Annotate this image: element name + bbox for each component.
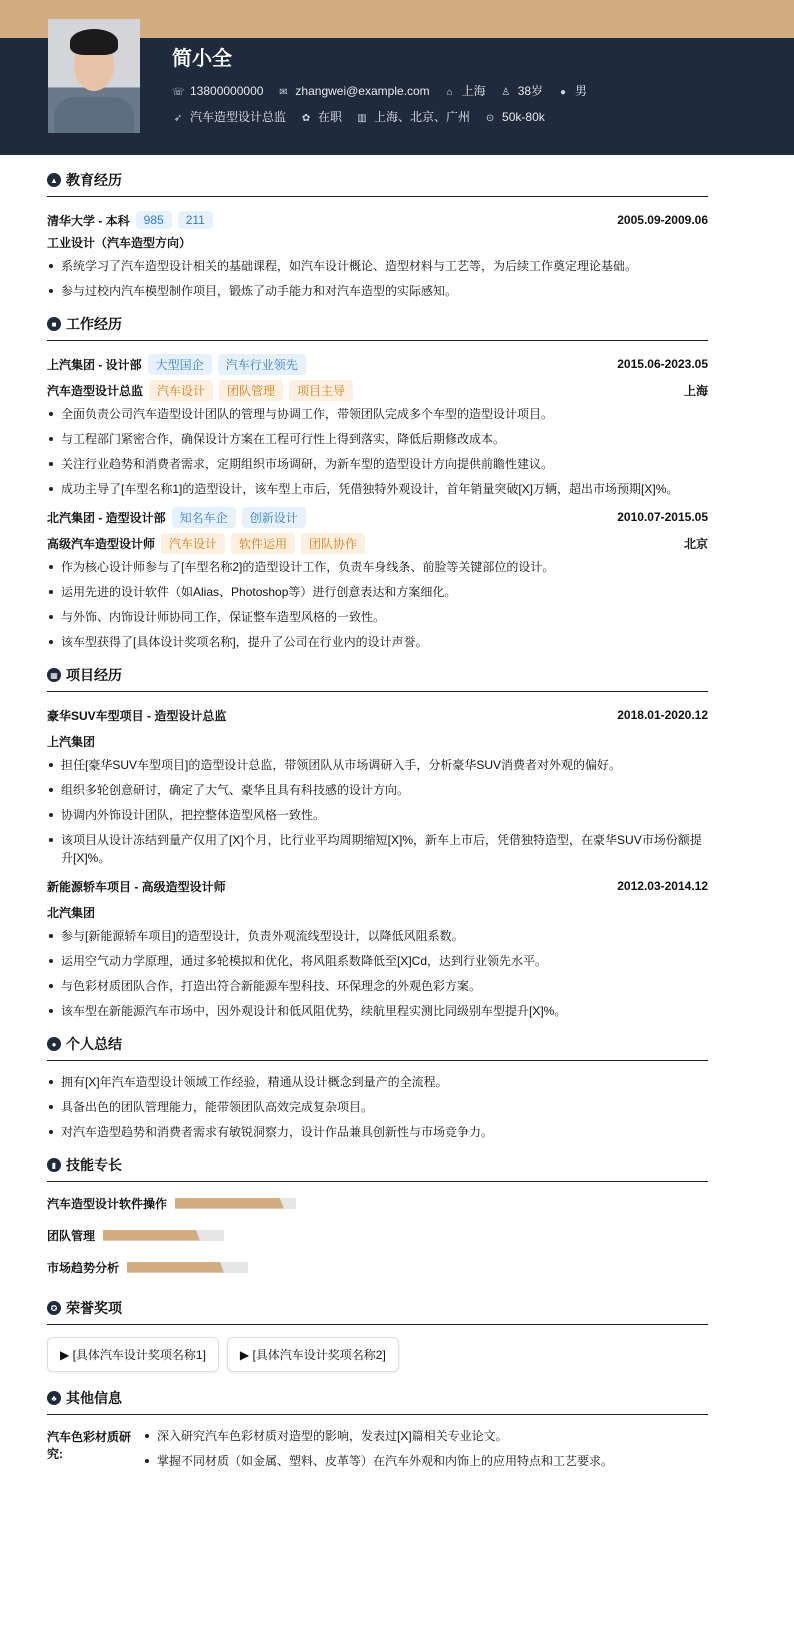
other-key: 汽车色彩材质研究: xyxy=(47,1430,132,1461)
tag: 985 xyxy=(136,211,172,229)
education-section xyxy=(47,170,708,300)
job-city: 上海 xyxy=(683,383,708,398)
school: 清华大学 - 本科 xyxy=(47,213,130,228)
skill-bar xyxy=(103,1230,224,1241)
profile-photo xyxy=(48,19,140,133)
list-item: 对汽车造型趋势和消费者需求有敏锐洞察力，设计作品兼具创新性与市场竞争力。 xyxy=(47,1123,708,1141)
awards-section xyxy=(47,1298,708,1372)
building-icon: ▥ xyxy=(357,113,367,124)
tag: 汽车设计 xyxy=(149,380,213,401)
section-title: 荣誉奖项 xyxy=(66,1300,122,1316)
skill-bar-fill xyxy=(103,1230,200,1241)
project-entry xyxy=(47,704,708,867)
project-org: 上汽集团 xyxy=(47,734,96,749)
company: 上汽集团 - 设计部 xyxy=(47,357,142,372)
list-item: 掌握不同材质（如金属、塑料、皮革等）在汽车外观和内饰上的应用特点和工艺要求。 xyxy=(143,1452,708,1470)
list-item: 系统学习了汽车造型设计相关的基础课程，如汽车设计概论、造型材料与工艺等，为后续工作奠定理论基础。 xyxy=(47,257,708,275)
phone: 13800000000 xyxy=(190,83,264,98)
award-item[interactable]: ▶ [具体汽车设计奖项名称1] xyxy=(47,1337,219,1372)
major: 工业设计（汽车造型方向） xyxy=(47,235,192,250)
skill-name: 汽车造型设计软件操作 xyxy=(47,1196,168,1211)
email: zhangwei@example.com xyxy=(295,83,430,98)
tree-icon: ♣ xyxy=(47,1391,61,1405)
tag: 团队管理 xyxy=(219,380,283,401)
summary-section xyxy=(47,1034,708,1141)
briefcase-icon: ■ xyxy=(47,317,61,331)
skill-item xyxy=(47,1258,383,1276)
gender-icon: ● xyxy=(560,87,567,98)
date: 2018.01-2020.12 xyxy=(617,708,708,722)
list-item: 与工程部门紧密合作，确保设计方案在工程可行性上得到落实，降低后期修改成本。 xyxy=(47,430,708,448)
other-section xyxy=(47,1388,708,1477)
project-entry xyxy=(47,875,708,1020)
skill-name: 团队管理 xyxy=(47,1228,96,1243)
project-name: 新能源轿车项目 - 高级造型设计师 xyxy=(47,879,226,894)
job-city: 北京 xyxy=(683,536,708,551)
list-item: 参与[新能源轿车项目]的造型设计，负责外观流线型设计，以降低风阻系数。 xyxy=(47,927,708,945)
email-icon: ✉ xyxy=(279,86,288,98)
section-title: 项目经历 xyxy=(66,667,122,683)
status-icon: ✿ xyxy=(301,113,311,124)
age: 38岁 xyxy=(517,84,544,98)
skill-bar-fill xyxy=(127,1262,224,1273)
award-icon: ✪ xyxy=(47,1301,61,1315)
list-item: 拥有[X]年汽车造型设计领域工作经验，精通从设计概念到量产的全流程。 xyxy=(47,1073,708,1091)
award-name: [具体汽车设计奖项名称1] xyxy=(72,1348,206,1362)
section-title: 个人总结 xyxy=(66,1036,122,1052)
list-item: 与外饰、内饰设计师协同工作，保证整车造型风格的一致性。 xyxy=(47,608,708,626)
candidate-name: 简小全 xyxy=(172,48,232,70)
date: 2005.09-2009.06 xyxy=(617,213,708,227)
skill-item xyxy=(47,1226,383,1244)
list-item: 该项目从设计冻结到量产仅用了[X]个月，比行业平均周期缩短[X]%，新车上市后，凭借独特造型，在豪华SUV市场份额提升[X]%。 xyxy=(47,831,708,867)
list-item: 该车型获得了[具体设计奖项名称]，提升了公司在行业内的设计声誉。 xyxy=(47,633,708,651)
graduation-cap-icon: ▲ xyxy=(47,173,61,187)
job-intent-row xyxy=(172,108,545,125)
tag: 团队协作 xyxy=(301,533,365,554)
tag: 汽车设计 xyxy=(161,533,225,554)
section-title: 工作经历 xyxy=(66,316,122,332)
job-entry xyxy=(47,353,708,498)
locations: 上海、北京、广州 xyxy=(374,110,471,124)
section-title: 技能专长 xyxy=(66,1157,122,1173)
contact-row xyxy=(172,82,587,99)
list-item: 具备出色的团队管理能力，能带领团队高效完成复杂项目。 xyxy=(47,1098,708,1116)
salary: 50k-80k xyxy=(502,109,545,124)
list-item: 作为核心设计师参与了[车型名称2]的造型设计工作，负责车身线条、前脸等关键部位的设计。 xyxy=(47,558,708,576)
date: 2010.07-2015.05 xyxy=(617,510,708,524)
project-org: 北汽集团 xyxy=(47,905,96,920)
company: 北汽集团 - 造型设计部 xyxy=(47,510,166,525)
list-item: 深入研究汽车色彩材质对造型的影响，发表过[X]篇相关专业论文。 xyxy=(143,1427,708,1445)
list-item: 运用空气动力学原理，通过多轮模拟和优化，将风阻系数降低至[X]Cd，达到行业领先水平。 xyxy=(47,952,708,970)
tag: 211 xyxy=(178,211,213,229)
tag: 项目主导 xyxy=(289,380,353,401)
award-name: [具体汽车设计奖项名称2] xyxy=(252,1348,386,1362)
section-title: 其他信息 xyxy=(66,1390,122,1406)
position: 汽车造型设计总监 xyxy=(190,110,287,124)
grid-icon: ▦ xyxy=(47,668,61,682)
gender: 男 xyxy=(575,84,588,98)
phone-icon: ☏ xyxy=(172,86,185,98)
user-icon: ● xyxy=(47,1037,61,1051)
list-item: 参与过校内汽车模型制作项目，锻炼了动手能力和对汽车造型的实际感知。 xyxy=(47,282,708,300)
send-icon: ➶ xyxy=(173,113,183,124)
tag: 大型国企 xyxy=(148,354,212,375)
tag: 汽车行业领先 xyxy=(218,354,306,375)
skill-bar xyxy=(175,1198,296,1209)
tag: 知名车企 xyxy=(172,507,236,528)
skill-item xyxy=(47,1194,383,1212)
tag: 软件运用 xyxy=(231,533,295,554)
role: 汽车造型设计总监 xyxy=(47,383,144,398)
list-item: 全面负责公司汽车造型设计团队的管理与协调工作，带领团队完成多个车型的造型设计项目。 xyxy=(47,405,708,423)
job-entry xyxy=(47,506,708,651)
city: 上海 xyxy=(461,84,486,98)
list-item: 运用先进的设计软件（如Alias、Photoshop等）进行创意表达和方案细化。 xyxy=(47,583,708,601)
tag: 创新设计 xyxy=(242,507,306,528)
work-section xyxy=(47,314,708,651)
list-item: 关注行业趋势和消费者需求，定期组织市场调研，为新车型的造型设计方向提供前瞻性建议。 xyxy=(47,455,708,473)
list-item: 该车型在新能源汽车市场中，因外观设计和低风阻优势，续航里程实测比同级别车型提升[X]%。 xyxy=(47,1002,708,1020)
project-name: 豪华SUV车型项目 - 造型设计总监 xyxy=(47,708,227,723)
bar-chart-icon: ▮ xyxy=(47,1158,61,1172)
status: 在职 xyxy=(318,110,343,124)
skill-bar-fill xyxy=(175,1198,284,1209)
date: 2012.03-2014.12 xyxy=(617,879,708,893)
section-title: 教育经历 xyxy=(66,172,122,188)
list-item: 成功主导了[车型名称1]的造型设计，该车型上市后，凭借独特外观设计，首年销量突破[X]万辆，超出市场预期[X]%。 xyxy=(47,480,708,498)
list-item: 协调内外饰设计团队，把控整体造型风格一致性。 xyxy=(47,806,708,824)
list-item: 与色彩材质团队合作，打造出符合新能源车型科技、环保理念的外观色彩方案。 xyxy=(47,977,708,995)
role: 高级汽车造型设计师 xyxy=(47,536,156,551)
skills-section xyxy=(47,1155,708,1276)
skill-bar xyxy=(127,1262,248,1273)
list-item: 担任[豪华SUV车型项目]的造型设计总监，带领团队从市场调研入手，分析豪华SUV消费者对外观的偏好。 xyxy=(47,756,708,774)
date: 2015.06-2023.05 xyxy=(617,357,708,371)
home-icon: ⌂ xyxy=(446,87,453,98)
award-item[interactable]: ▶ [具体汽车设计奖项名称2] xyxy=(227,1337,399,1372)
skill-name: 市场趋势分析 xyxy=(47,1260,120,1275)
cake-icon: ♙ xyxy=(501,87,511,98)
projects-section xyxy=(47,665,708,1020)
list-item: 组织多轮创意研讨，确定了大气、豪华且具有科技感的设计方向。 xyxy=(47,781,708,799)
salary-icon: ⊙ xyxy=(485,112,495,124)
